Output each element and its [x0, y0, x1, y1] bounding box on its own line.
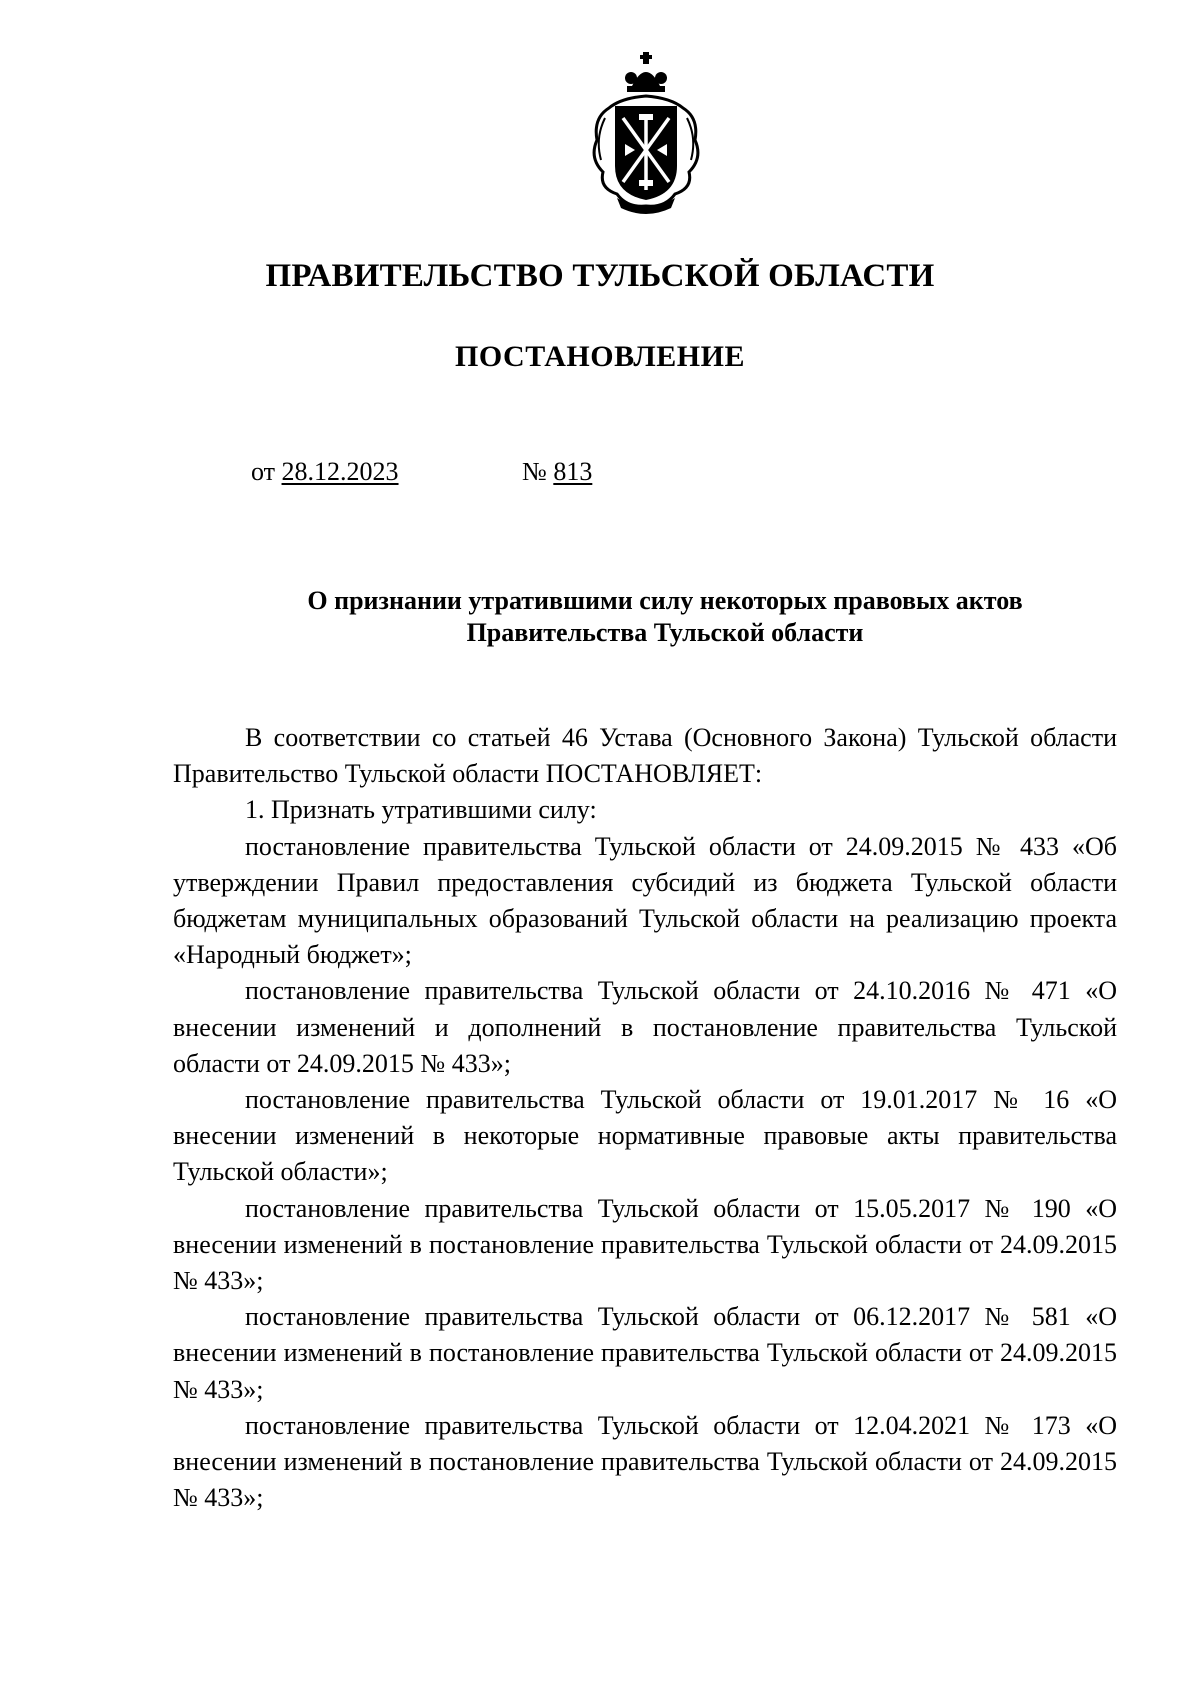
tula-coat-of-arms-icon	[587, 48, 705, 214]
document-subject	[240, 585, 1090, 649]
act-paragraph: постановление правительства Тульской области от 19.01.2017 № 16 «О внесении изменений в некоторые нормативные правовые акты правительства Тульской области»;	[173, 1085, 1117, 1187]
number-prefix: №	[522, 457, 547, 486]
act-paragraph: постановление правительства Тульской области от 24.09.2015 № 433 «Об утверждении Правил предоставления субсидий из бюджета Тульской области бюджетам муниципальных образований Тульской области на реализацию проекта «Народный бюджет»;	[173, 831, 1117, 970]
document-date	[251, 457, 399, 487]
subject-line-2: Правительства Тульской области	[466, 618, 864, 647]
item-1-paragraph: 1. Признать утратившими силу:	[245, 795, 597, 825]
document-number	[522, 457, 592, 487]
date-value: 28.12.2023	[281, 457, 399, 486]
number-value: 813	[553, 457, 593, 486]
subject-line-1: О признании утратившими силу некоторых правовых актов	[307, 586, 1023, 615]
act-paragraph: постановление правительства Тульской области от 24.10.2016 № 471 «О внесении изменений и дополнений в постановление правительства Тульской области от 24.09.2015 № 433»;	[173, 976, 1117, 1078]
document-body	[173, 720, 1117, 1516]
act-paragraph: постановление правительства Тульской области от 06.12.2017 № 581 «О внесении изменений в постановление правительства Тульской области от 24.09.2015 № 433»;	[173, 1302, 1117, 1404]
date-prefix: от	[251, 457, 276, 486]
preamble-paragraph: В соответствии со статьей 46 Устава (Основного Закона) Тульской области Правительство Тульской области ПОСТАНОВЛЯЕТ:	[173, 723, 1117, 789]
act-paragraph: постановление правительства Тульской области от 15.05.2017 № 190 «О внесении изменений в постановление правительства Тульской области от 24.09.2015 № 433»;	[173, 1193, 1117, 1296]
document-type: ПОСТАНОВЛЕНИЕ	[455, 340, 745, 373]
org-title: ПРАВИТЕЛЬСТВО ТУЛЬСКОЙ ОБЛАСТИ	[265, 258, 935, 294]
act-paragraph: постановление правительства Тульской области от 12.04.2021 № 173 «О внесении изменений в постановление правительства Тульской области от 24.09.2015 № 433»;	[173, 1410, 1117, 1513]
